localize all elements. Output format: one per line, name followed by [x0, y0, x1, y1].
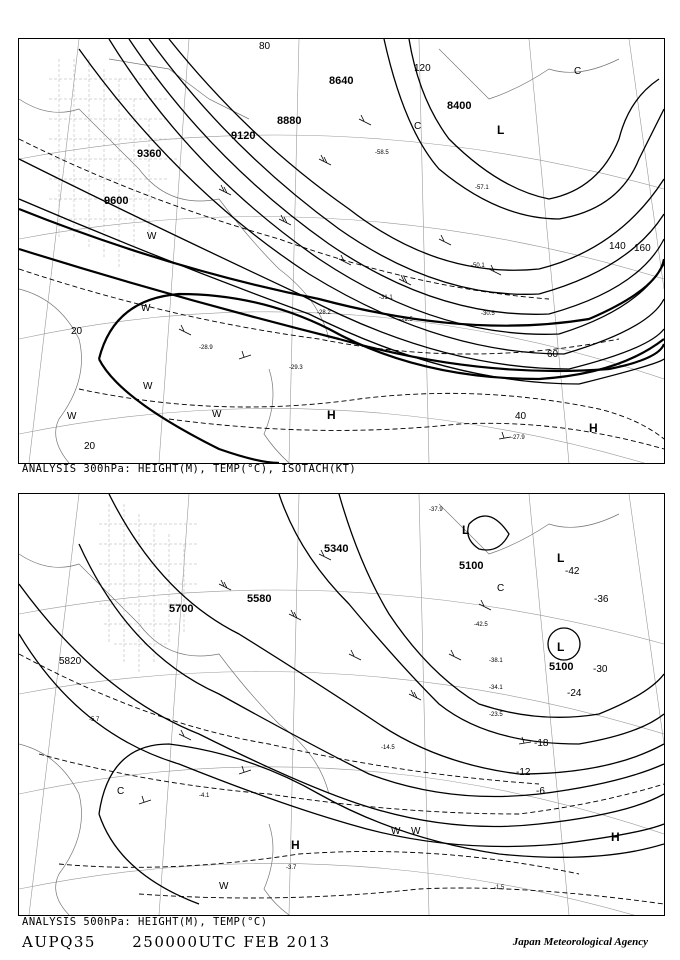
height-label: 5580 [247, 593, 272, 605]
temp-label: -29.5 [399, 317, 413, 323]
warm-mark: W [143, 381, 153, 392]
height-label: 9600 [104, 195, 129, 207]
cold-mark: C [117, 786, 125, 797]
temp-label: -30.5 [481, 311, 495, 317]
isotach-contours [19, 209, 664, 463]
product-header [22, 933, 361, 951]
isotach-label: 40 [515, 411, 527, 422]
high-center-symbol: H [291, 838, 300, 852]
temp-label: -34.1 [489, 685, 503, 691]
cold-mark: C [574, 66, 582, 77]
height-label: 9360 [137, 148, 162, 160]
chart-300hpa [18, 38, 665, 464]
isotherm-label: -6 [536, 786, 545, 797]
isotherm-label: -24 [567, 688, 582, 699]
warm-mark: W [411, 826, 421, 837]
isotach-label: 60 [547, 349, 559, 360]
height-label: 5100 [459, 560, 484, 572]
isotach-label: 120 [414, 63, 431, 74]
product-id: AUPQ35 [22, 933, 96, 951]
height-labels [59, 543, 573, 673]
valid-time: 250000UTC FEB 2013 [132, 933, 331, 951]
wind-barbs [139, 550, 531, 804]
graticule [19, 39, 664, 463]
agency-credit: Japan Meteorological Agency [512, 936, 648, 948]
caption-300hpa: ANALYSIS 300hPa: HEIGHT(M), TEMP(°C), ISOTACH(KT) [22, 463, 357, 475]
temp-label: -31.1 [379, 295, 393, 301]
temp-label: -3.7 [286, 865, 297, 871]
map-300hpa [19, 39, 664, 463]
temp-label: -4.1 [199, 793, 210, 799]
height-contours [19, 494, 664, 904]
height-labels [104, 75, 471, 207]
isotherm-label: -36 [594, 594, 609, 605]
high-center-symbol: H [589, 421, 598, 435]
temp-label: -5.7 [89, 717, 100, 723]
isotach-label: 160 [634, 243, 651, 254]
temp-label: -28.2 [317, 310, 331, 316]
temp-label: -14.5 [381, 745, 395, 751]
temp-label: -38.1 [489, 658, 503, 664]
warm-mark: W [391, 826, 401, 837]
warm-mark: W [219, 881, 229, 892]
isotherm-label: -42 [565, 566, 580, 577]
pressure-centers [327, 123, 598, 435]
temp-label: -28.9 [199, 345, 213, 351]
caption-500hpa: ANALYSIS 500hPa: HEIGHT(M), TEMP(°C) [22, 916, 268, 928]
hatched-area [49, 59, 179, 269]
warm-cold-marks [117, 583, 504, 892]
temp-label: -1.5 [494, 885, 505, 891]
height-label: 5820 [59, 656, 82, 667]
isotach-label: 140 [609, 241, 626, 252]
height-label: 8880 [277, 115, 302, 127]
height-label: 9120 [231, 130, 256, 142]
temp-label: -29.3 [289, 365, 303, 371]
temp-label: -58.5 [375, 150, 389, 156]
temperature-labels [199, 150, 525, 441]
height-label: 8400 [447, 100, 472, 112]
isotherm-label: -30 [593, 664, 608, 675]
isotach-label: 20 [71, 326, 83, 337]
low-center-symbol: L [497, 123, 505, 137]
hatched-area [99, 504, 199, 674]
wind-barbs [179, 115, 511, 439]
coastline [19, 49, 619, 463]
temp-label: -27.9 [511, 435, 525, 441]
map-500hpa [19, 494, 664, 915]
warm-mark: W [67, 411, 77, 422]
warm-mark: W [212, 409, 222, 420]
low-center-symbol: L [557, 640, 565, 654]
warm-mark: W [141, 303, 151, 314]
warm-mark: W [147, 231, 157, 242]
isotach-label: 20 [84, 441, 96, 452]
chart-500hpa [18, 493, 665, 916]
isotach-labels [71, 41, 651, 452]
isotherms [19, 139, 664, 449]
temp-label: -23.5 [489, 712, 503, 718]
low-center-symbol: L [557, 551, 565, 565]
cold-mark: C [497, 583, 505, 594]
cold-mark: C [414, 121, 422, 132]
high-center-symbol: H [327, 408, 336, 422]
height-label: 5340 [324, 543, 349, 555]
height-label: 5700 [169, 603, 194, 615]
temp-label: -57.1 [475, 185, 489, 191]
height-label: 5100 [549, 661, 574, 673]
temp-label: -50.1 [471, 263, 485, 269]
low-center-symbol: L [462, 523, 470, 537]
isotach-label: 80 [259, 41, 271, 52]
temperature-labels [89, 507, 505, 891]
temp-label: -37.9 [429, 507, 443, 513]
isotherm-label: -12 [516, 767, 531, 778]
high-center-symbol: H [611, 830, 620, 844]
height-contours [19, 39, 664, 384]
isotherm-label: -18 [534, 738, 549, 749]
isotherm-labels [516, 566, 609, 797]
height-label: 8640 [329, 75, 354, 87]
temp-label: -42.5 [474, 622, 488, 628]
